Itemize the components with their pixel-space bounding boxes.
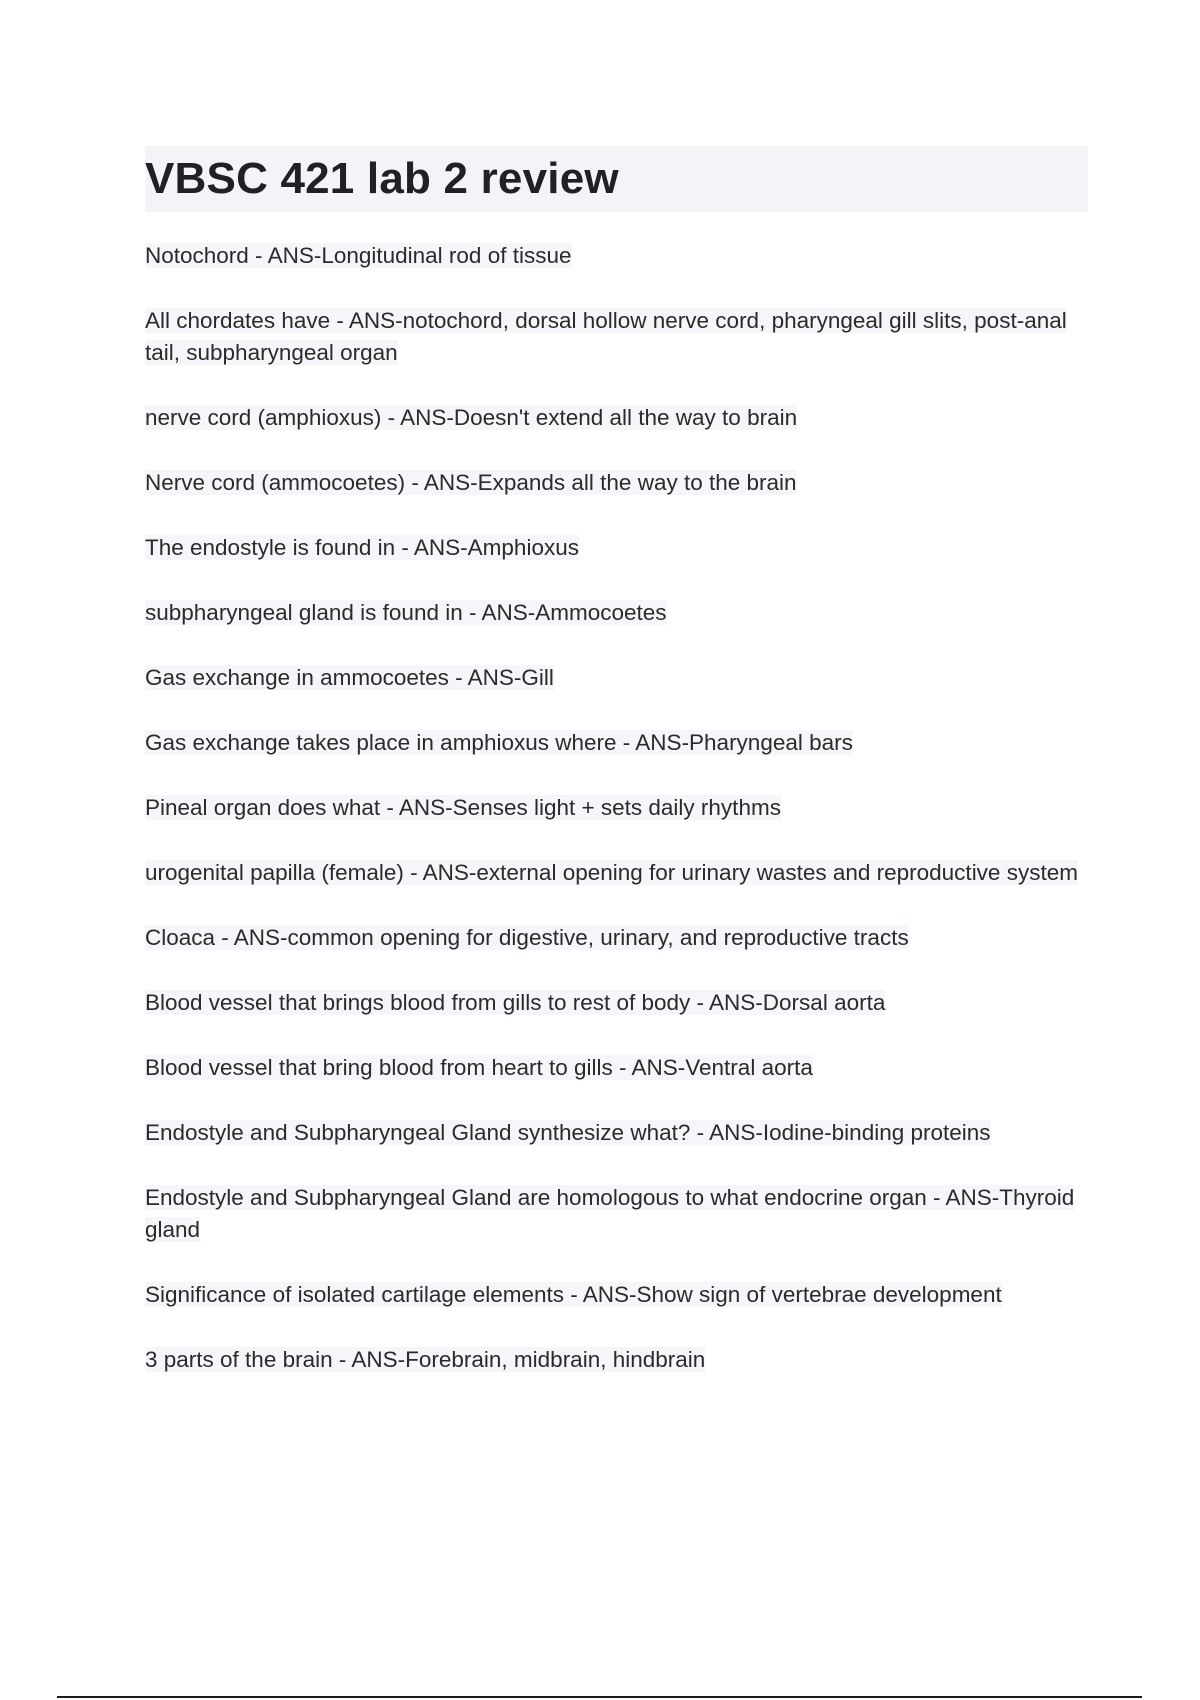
qa-item [145,662,1090,694]
qa-item [145,792,1090,824]
qa-text: subpharyngeal gland is found in - ANS-Ammocoetes [145,600,667,625]
footer-divider [57,1696,1142,1698]
qa-text: 3 parts of the brain - ANS-Forebrain, midbrain, hindbrain [145,1347,706,1372]
qa-text: Significance of isolated cartilage elements - ANS-Show sign of vertebrae development [145,1282,1002,1307]
qa-text: Gas exchange in ammocoetes - ANS-Gill [145,665,554,690]
qa-text: Blood vessel that brings blood from gills to rest of body - ANS-Dorsal aorta [145,990,886,1015]
qa-item [145,1182,1090,1246]
qa-text: urogenital papilla (female) - ANS-external opening for urinary wastes and reproductive system [145,860,1078,885]
qa-item [145,597,1090,629]
qa-item [145,1279,1090,1311]
qa-item [145,1344,1090,1376]
qa-text: Nerve cord (ammocoetes) - ANS-Expands all the way to the brain [145,470,797,495]
qa-item [145,402,1090,434]
qa-text: Endostyle and Subpharyngeal Gland synthesize what? - ANS-Iodine-binding proteins [145,1120,991,1145]
qa-item [145,987,1090,1019]
qa-item [145,1117,1090,1149]
qa-text: Blood vessel that bring blood from heart to gills - ANS-Ventral aorta [145,1055,813,1080]
qa-item [145,305,1090,369]
qa-text: Endostyle and Subpharyngeal Gland are homologous to what endocrine organ - ANS-Thyroid gland [145,1185,1075,1242]
qa-item [145,467,1090,499]
qa-text: All chordates have - ANS-notochord, dorsal hollow nerve cord, pharyngeal gill slits, post-anal tail, subpharyngeal organ [145,308,1067,365]
qa-text: Gas exchange takes place in amphioxus where - ANS-Pharyngeal bars [145,730,853,755]
qa-text: Cloaca - ANS-common opening for digestive, urinary, and reproductive tracts [145,925,909,950]
qa-list [145,240,1090,1409]
qa-item [145,240,1090,272]
qa-item [145,922,1090,954]
qa-item [145,1052,1090,1084]
qa-text: nerve cord (amphioxus) - ANS-Doesn't extend all the way to brain [145,405,798,430]
qa-text: The endostyle is found in - ANS-Amphioxus [145,535,579,560]
qa-text: Pineal organ does what - ANS-Senses light + sets daily rhythms [145,795,781,820]
document-title: VBSC 421 lab 2 review [145,154,619,203]
qa-item [145,532,1090,564]
qa-text: Notochord - ANS-Longitudinal rod of tissue [145,243,572,268]
qa-item [145,727,1090,759]
qa-item [145,857,1090,889]
